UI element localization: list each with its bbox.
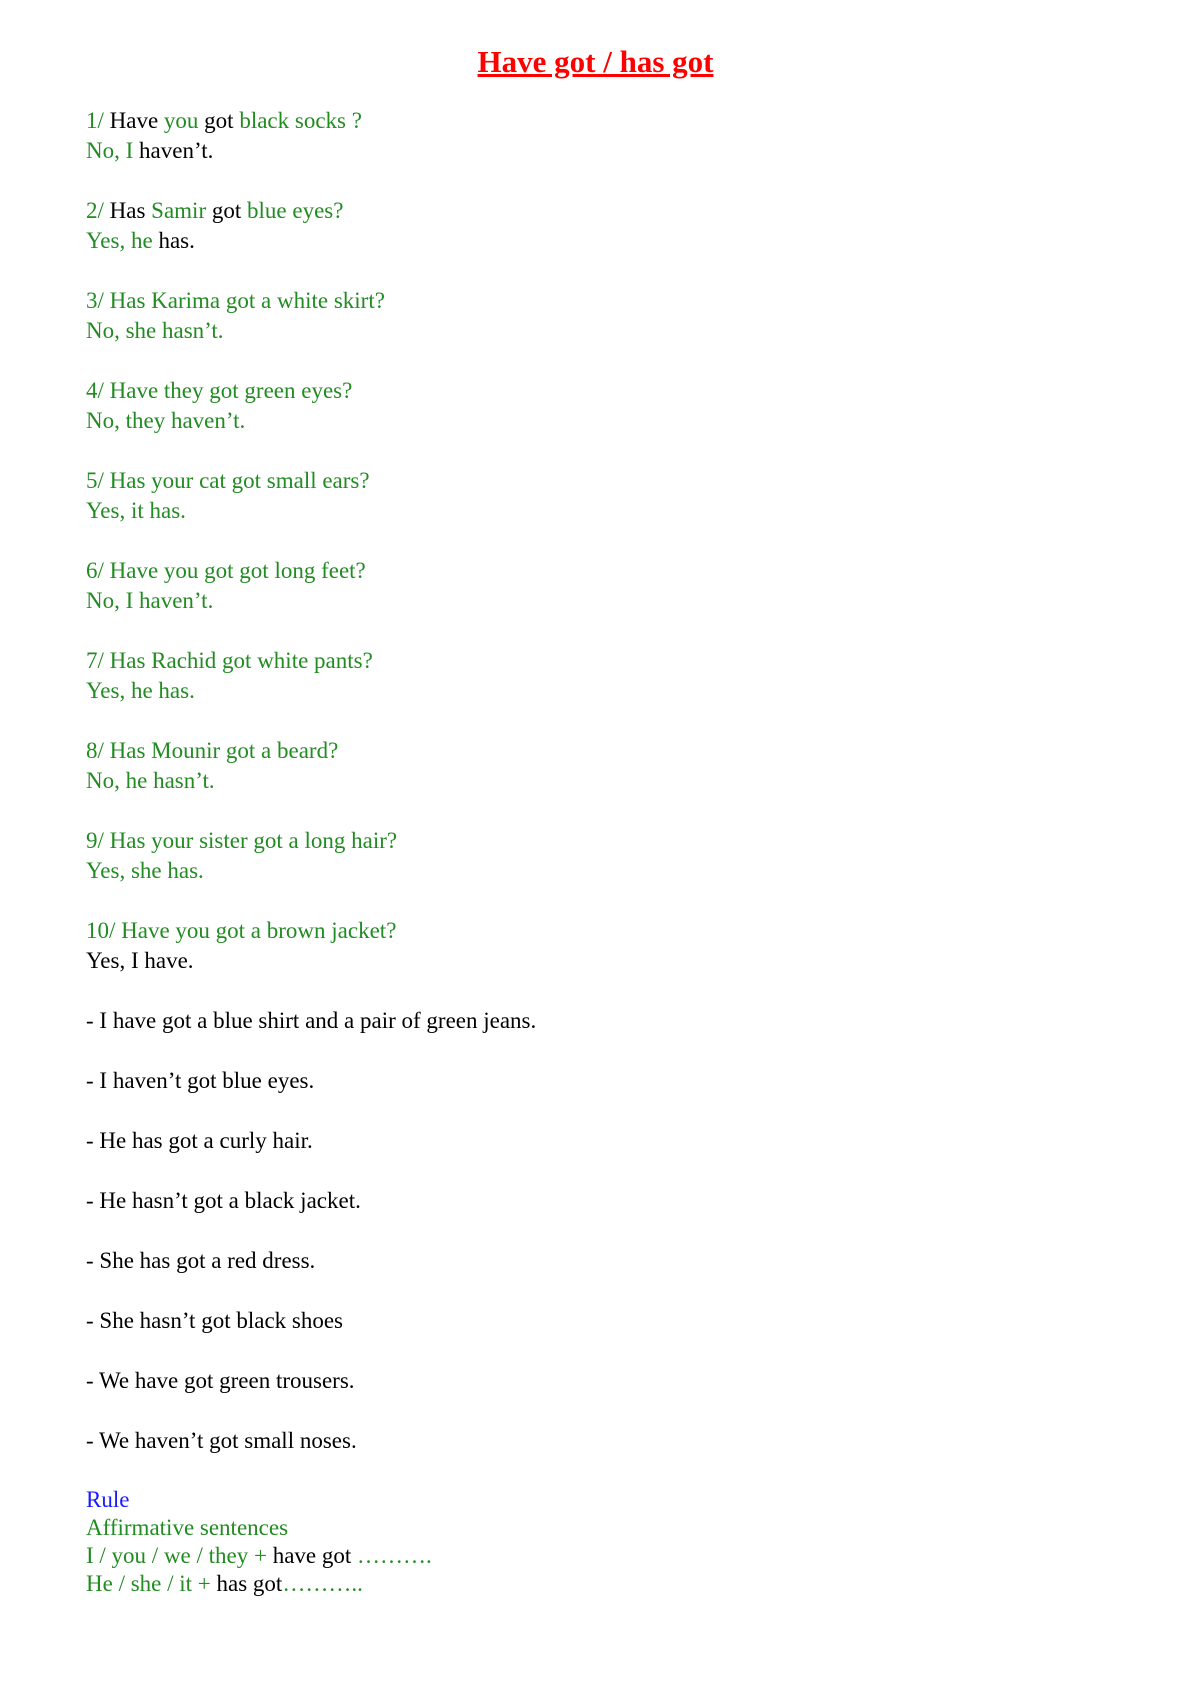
text-segment: He / she / it + [86, 1571, 217, 1596]
text-segment: Yes, she has. [86, 858, 204, 883]
question-line [86, 916, 1086, 946]
page-title: Have got / has got [477, 44, 714, 79]
text-segment: 3/ Has Karima got a white skirt? [86, 288, 385, 313]
example-sentence: - He has got a curly hair. [86, 1128, 313, 1153]
question-line [86, 376, 1086, 406]
qa-item [86, 556, 1086, 616]
answer-line [86, 406, 1086, 436]
text-segment: black socks ? [239, 108, 362, 133]
answer-line [86, 226, 1086, 256]
qa-item [86, 196, 1086, 256]
answer-line [86, 586, 1086, 616]
answer-line [86, 496, 1086, 526]
rule-subheading: Affirmative sentences [86, 1515, 289, 1540]
text-segment: Yes, I have. [86, 948, 194, 973]
text-segment: 6/ Have you got got long feet? [86, 558, 366, 583]
question-line [86, 736, 1086, 766]
question-line [86, 286, 1086, 316]
text-segment: 1/ [86, 108, 110, 133]
qa-item [86, 466, 1086, 526]
text-segment: 8/ Has Mounir got a beard? [86, 738, 339, 763]
rule-line-plural [86, 1542, 1086, 1570]
qa-item [86, 106, 1086, 166]
text-segment: 2/ [86, 198, 110, 223]
qa-item [86, 916, 1086, 976]
rule-heading: Rule [86, 1487, 130, 1512]
text-segment: ………. [357, 1543, 432, 1568]
qa-item [86, 376, 1086, 436]
text-segment: No, they haven’t. [86, 408, 246, 433]
example-sentence: - He hasn’t got a black jacket. [86, 1188, 361, 1213]
text-segment: I / you / we / they + [86, 1543, 273, 1568]
answer-line [86, 946, 1086, 976]
text-segment: have got [272, 1543, 358, 1568]
text-segment: got [204, 108, 240, 133]
answer-line [86, 676, 1086, 706]
text-segment: 4/ Have they got green eyes? [86, 378, 353, 403]
example-sentence: - She hasn’t got black shoes [86, 1308, 344, 1333]
text-segment: Samir [151, 198, 212, 223]
text-segment: No, I [86, 138, 140, 163]
text-segment: ……….. [282, 1571, 363, 1596]
answer-line [86, 766, 1086, 796]
rule-line-singular [86, 1570, 1086, 1598]
question-answer-list [86, 106, 1086, 976]
answer-line [86, 316, 1086, 346]
qa-item [86, 286, 1086, 346]
example-sentence: - I have got a blue shirt and a pair of green jeans. [86, 1008, 537, 1033]
text-segment: Have [109, 108, 164, 133]
text-segment: Yes, he has. [86, 678, 195, 703]
answer-line [86, 136, 1086, 166]
text-segment: 9/ Has your sister got a long hair? [86, 828, 398, 853]
rule-section [86, 1486, 1086, 1598]
question-line [86, 196, 1086, 226]
example-sentence: - I haven’t got blue eyes. [86, 1068, 315, 1093]
example-sentence: - We have got green trousers. [86, 1368, 355, 1393]
question-line [86, 646, 1086, 676]
text-segment: 5/ Has your cat got small ears? [86, 468, 370, 493]
question-line [86, 466, 1086, 496]
qa-item [86, 826, 1086, 886]
text-segment: No, she hasn’t. [86, 318, 224, 343]
answer-line [86, 856, 1086, 886]
text-segment: haven’t. [139, 138, 214, 163]
text-segment: you [163, 108, 205, 133]
text-segment: No, I haven’t. [86, 588, 214, 613]
text-segment: Yes, it has. [86, 498, 186, 523]
document-body [86, 106, 1086, 1598]
text-segment: 7/ Has Rachid got white pants? [86, 648, 373, 673]
text-segment: has got [216, 1571, 283, 1596]
question-line [86, 106, 1086, 136]
question-line [86, 826, 1086, 856]
text-segment: 10/ Have you got a brown jacket? [86, 918, 397, 943]
qa-item [86, 736, 1086, 796]
text-segment: has. [158, 228, 195, 253]
question-line [86, 556, 1086, 586]
text-segment: No, he hasn’t. [86, 768, 215, 793]
qa-item [86, 646, 1086, 706]
example-sentences-list [86, 1006, 1086, 1456]
text-segment: Yes, he [86, 228, 159, 253]
example-sentence: - We haven’t got small noses. [86, 1428, 357, 1453]
text-segment: got [211, 198, 248, 223]
text-segment: Has [109, 198, 152, 223]
example-sentence: - She has got a red dress. [86, 1248, 316, 1273]
text-segment: blue eyes? [247, 198, 344, 223]
